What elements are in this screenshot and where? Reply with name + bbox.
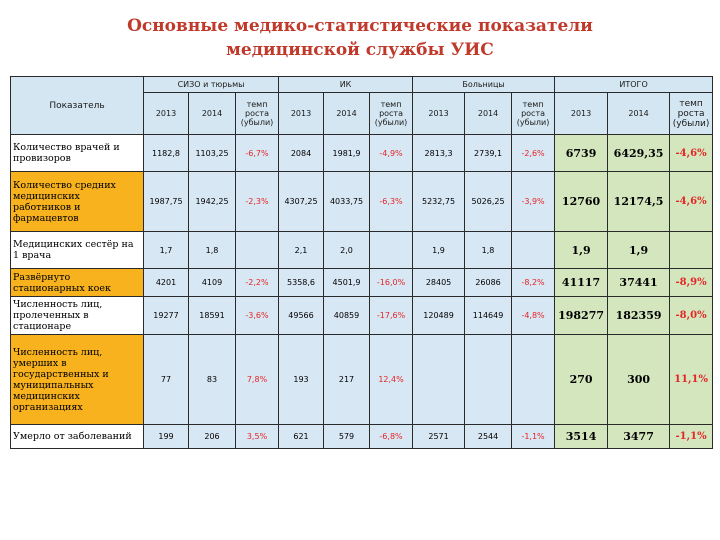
value-cell: 26086 (465, 269, 512, 297)
value-cell: 12174,5 (608, 172, 670, 232)
value-cell: 19277 (144, 297, 189, 335)
value-cell: 2571 (413, 425, 465, 449)
growth-cell: -4,8% (512, 297, 555, 335)
growth-value: -4,6% (675, 147, 707, 159)
growth-header: темп роста (убыли) (236, 93, 279, 135)
row-label: Развёрнуто стационарных коек (11, 269, 144, 297)
value-cell: 6429,35 (608, 135, 670, 172)
value-cell: 1103,25 (189, 135, 236, 172)
growth-value: 11,1% (674, 374, 708, 385)
growth-value: -1,1% (675, 431, 707, 442)
growth-cell: -17,6% (370, 297, 413, 335)
value-cell: 37441 (608, 269, 670, 297)
value-cell: 198277 (555, 297, 608, 335)
value-cell: 4201 (144, 269, 189, 297)
value-cell (413, 335, 465, 425)
table-row (11, 269, 713, 297)
growth-value: -4,6% (675, 196, 707, 207)
growth-cell (670, 135, 713, 172)
value-cell: 1182,8 (144, 135, 189, 172)
growth-cell: 3,5% (236, 425, 279, 449)
value-cell: 1981,9 (324, 135, 370, 172)
value-cell: 83 (189, 335, 236, 425)
indicator-header: Показатель (11, 77, 144, 135)
value-cell: 77 (144, 335, 189, 425)
growth-cell (512, 232, 555, 269)
value-cell: 28405 (413, 269, 465, 297)
table-body (11, 135, 713, 449)
value-cell: 199 (144, 425, 189, 449)
value-cell (465, 335, 512, 425)
growth-cell: -3,9% (512, 172, 555, 232)
growth-value: -8,0% (675, 310, 707, 321)
growth-cell: -6,3% (370, 172, 413, 232)
growth-cell (670, 172, 713, 232)
value-cell: 1987,75 (144, 172, 189, 232)
growth-cell: -6,7% (236, 135, 279, 172)
year-header: 2013 (555, 93, 608, 135)
growth-cell: 7,8% (236, 335, 279, 425)
value-cell: 270 (555, 335, 608, 425)
table-row (11, 297, 713, 335)
growth-cell (670, 335, 713, 425)
value-cell: 1,9 (608, 232, 670, 269)
value-cell: 3514 (555, 425, 608, 449)
value-cell: 114649 (465, 297, 512, 335)
growth-cell (670, 269, 713, 297)
value-cell: 217 (324, 335, 370, 425)
table-row (11, 172, 713, 232)
growth-cell (670, 297, 713, 335)
value-cell: 40859 (324, 297, 370, 335)
value-cell: 579 (324, 425, 370, 449)
table-row (11, 425, 713, 449)
table-row (11, 135, 713, 172)
year-header: 2014 (324, 93, 370, 135)
value-cell: 1,9 (555, 232, 608, 269)
row-label: Численность лиц, умерших в государственных и муниципальных медицинских организациях (11, 335, 144, 425)
value-cell: 2544 (465, 425, 512, 449)
year-header: 2014 (608, 93, 670, 135)
value-cell: 6739 (555, 135, 608, 172)
value-cell: 300 (608, 335, 670, 425)
value-cell: 182359 (608, 297, 670, 335)
growth-cell: -1,1% (512, 425, 555, 449)
growth-header: темп роста (убыли) (670, 93, 713, 135)
value-cell: 4109 (189, 269, 236, 297)
value-cell: 1,7 (144, 232, 189, 269)
year-header: 2014 (189, 93, 236, 135)
growth-cell: -2,6% (512, 135, 555, 172)
growth-cell: -2,2% (236, 269, 279, 297)
growth-cell: -16,0% (370, 269, 413, 297)
table-row (11, 232, 713, 269)
growth-cell (670, 425, 713, 449)
value-cell: 193 (279, 335, 324, 425)
group-header: СИЗО и тюрьмы (144, 77, 279, 93)
value-cell: 3477 (608, 425, 670, 449)
growth-cell (236, 232, 279, 269)
growth-cell: -4,9% (370, 135, 413, 172)
value-cell: 1,8 (465, 232, 512, 269)
table-row (11, 335, 713, 425)
value-cell: 1942,25 (189, 172, 236, 232)
value-cell: 2,0 (324, 232, 370, 269)
row-label: Количество средних медицинских работников и фармацевтов (11, 172, 144, 232)
value-cell: 1,9 (413, 232, 465, 269)
value-cell: 5358,6 (279, 269, 324, 297)
title-line-2: медицинской службы УИС (226, 40, 494, 60)
value-cell: 120489 (413, 297, 465, 335)
value-cell: 621 (279, 425, 324, 449)
title-line-1: Основные медико-статистические показатели (127, 16, 593, 36)
value-cell: 12760 (555, 172, 608, 232)
group-header: Больницы (413, 77, 555, 93)
statistics-table (10, 76, 713, 449)
group-header: ИК (279, 77, 413, 93)
value-cell: 1,8 (189, 232, 236, 269)
value-cell: 206 (189, 425, 236, 449)
value-cell: 18591 (189, 297, 236, 335)
row-label: Медицинских сестёр на 1 врача (11, 232, 144, 269)
value-cell: 4033,75 (324, 172, 370, 232)
growth-cell: -6,8% (370, 425, 413, 449)
growth-cell: -3,6% (236, 297, 279, 335)
value-cell: 2739,1 (465, 135, 512, 172)
growth-header: темп роста (убыли) (512, 93, 555, 135)
growth-cell: -2,3% (236, 172, 279, 232)
page-title (0, 14, 720, 62)
year-header: 2013 (279, 93, 324, 135)
value-cell: 5026,25 (465, 172, 512, 232)
value-cell: 4501,9 (324, 269, 370, 297)
value-cell: 4307,25 (279, 172, 324, 232)
growth-cell (670, 232, 713, 269)
growth-cell (370, 232, 413, 269)
value-cell: 49566 (279, 297, 324, 335)
value-cell: 5232,75 (413, 172, 465, 232)
growth-cell: 12,4% (370, 335, 413, 425)
growth-cell: -8,2% (512, 269, 555, 297)
value-cell: 41117 (555, 269, 608, 297)
row-label: Умерло от заболеваний (11, 425, 144, 449)
year-header: 2013 (413, 93, 465, 135)
year-header: 2014 (465, 93, 512, 135)
value-cell: 2084 (279, 135, 324, 172)
growth-value: -8,9% (675, 277, 707, 288)
year-header: 2013 (144, 93, 189, 135)
header-row-groups (11, 77, 713, 93)
growth-cell (512, 335, 555, 425)
value-cell: 2,1 (279, 232, 324, 269)
growth-header: темп роста (убыли) (370, 93, 413, 135)
group-header: ИТОГО (555, 77, 713, 93)
value-cell: 2813,3 (413, 135, 465, 172)
row-label: Количество врачей и провизоров (11, 135, 144, 172)
row-label: Численность лиц, пролеченных в стационаре (11, 297, 144, 335)
